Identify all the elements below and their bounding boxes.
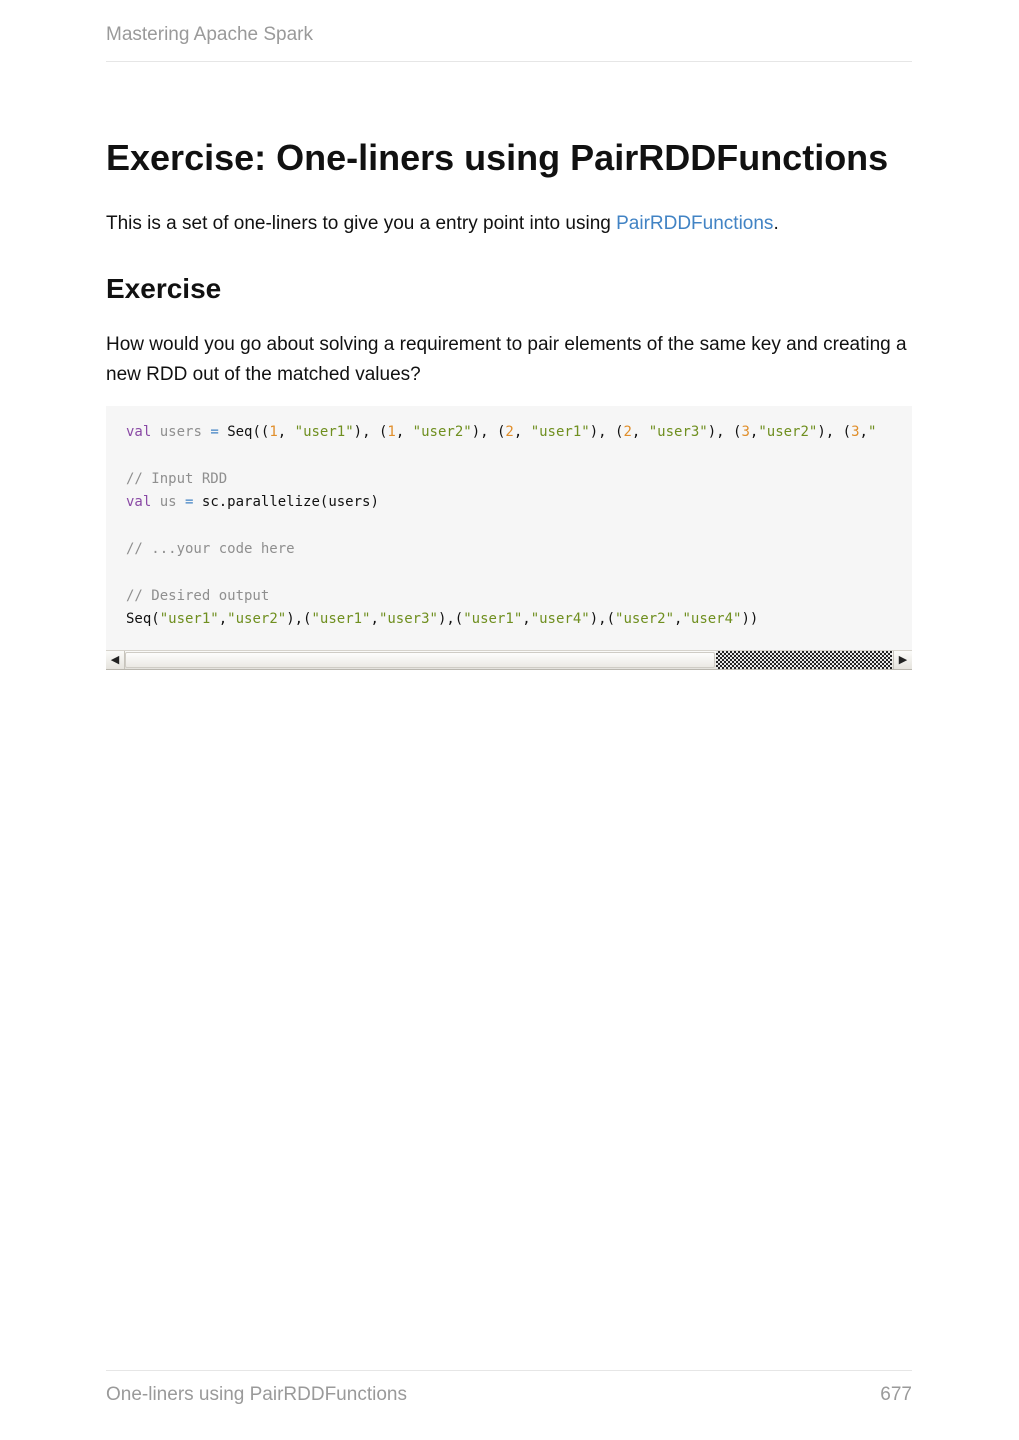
code-line	[126, 491, 876, 514]
footer-chapter-title: One-liners using PairRDDFunctions	[106, 1384, 407, 1405]
code-token: ,	[522, 611, 531, 628]
code-token: sc.parallelize(users)	[193, 494, 379, 511]
intro-text: This is a set of one-liners to give you a entry point into using	[106, 213, 617, 234]
scrollbar-track[interactable]	[125, 652, 715, 668]
code-token: ,	[749, 424, 759, 440]
exercise-question: How would you go about solving a requirement to pair elements of the same key and creating a new RDD out of the matched values?	[106, 334, 907, 385]
page-title: Exercise: One-liners using PairRDDFunctions	[106, 137, 889, 178]
code-token: ,	[277, 424, 295, 440]
pairrddfunctions-link[interactable]: PairRDDFunctions	[616, 213, 774, 234]
code-line	[126, 515, 876, 538]
book-title: Mastering Apache Spark	[106, 24, 314, 45]
code-token: // ...your code here	[126, 540, 295, 557]
code-token: "user2"	[758, 424, 818, 440]
code-token: Seq((	[218, 424, 270, 440]
scroll-right-icon[interactable]: ▶	[893, 651, 912, 669]
page-header	[106, 24, 912, 62]
code-token	[151, 424, 159, 440]
code-token: "user1"	[294, 424, 354, 440]
code-token: "user3"	[378, 611, 438, 628]
code-line	[126, 561, 876, 584]
scroll-left-icon[interactable]: ◀	[106, 651, 125, 669]
code-line	[126, 585, 876, 608]
code-token: "user1"	[159, 611, 219, 628]
code-token: ,	[218, 611, 228, 628]
code-token: "	[867, 424, 877, 440]
code-token: ), (	[817, 424, 852, 440]
code-token: 3	[851, 424, 860, 440]
code-token: ))	[741, 611, 759, 628]
code-token: ),(	[437, 611, 464, 628]
code-token: us	[159, 494, 177, 511]
code-token: ), (	[707, 424, 742, 440]
code-token: ), (	[353, 424, 388, 440]
code-token: ,	[513, 424, 531, 440]
code-token: // Desired output	[126, 587, 270, 604]
code-line	[126, 444, 876, 467]
code-token: "user4"	[682, 611, 742, 628]
page-number: 677	[880, 1384, 912, 1405]
code-token: ,	[631, 424, 649, 440]
code-token: "user3"	[648, 424, 708, 440]
code-token: users	[159, 424, 202, 440]
code-token: "user1"	[463, 611, 523, 628]
intro-paragraph	[106, 210, 912, 238]
code-token: "user2"	[227, 611, 287, 628]
code-token: val	[126, 494, 152, 511]
code-token: "user4"	[530, 611, 590, 628]
code-token: ,	[674, 611, 683, 628]
code-token: ), (	[471, 424, 506, 440]
code-token: ,	[395, 424, 413, 440]
code-token: =	[210, 424, 219, 440]
code-token: ),(	[286, 611, 312, 628]
code-token: 1	[269, 424, 278, 440]
code-line	[126, 468, 876, 491]
code-block	[106, 406, 912, 670]
code-token	[177, 494, 185, 510]
code-content	[126, 421, 876, 632]
scrollbar-thumb[interactable]	[716, 651, 892, 669]
page-footer	[106, 1370, 912, 1411]
code-token: ,	[859, 424, 868, 440]
code-token: =	[185, 494, 194, 511]
code-token: 2	[623, 424, 632, 440]
code-token: 3	[741, 424, 750, 440]
horizontal-scrollbar[interactable]	[106, 650, 912, 670]
code-token: ),(	[589, 611, 616, 628]
code-token: // Input RDD	[126, 470, 228, 487]
code-token: ,	[370, 611, 379, 628]
code-line	[126, 421, 876, 444]
code-token: 2	[505, 424, 514, 440]
code-token: "user1"	[311, 611, 371, 628]
code-token: 1	[387, 424, 396, 440]
code-token: ), (	[589, 424, 624, 440]
code-token: "user1"	[530, 424, 590, 440]
code-token: "user2"	[412, 424, 472, 440]
code-token: Seq(	[126, 611, 160, 628]
section-heading: Exercise	[106, 273, 222, 304]
code-token: "user2"	[615, 611, 675, 628]
code-token	[151, 494, 159, 510]
code-line	[126, 538, 876, 561]
intro-text-end: .	[773, 213, 779, 234]
code-line	[126, 608, 876, 631]
code-token: val	[126, 424, 152, 440]
